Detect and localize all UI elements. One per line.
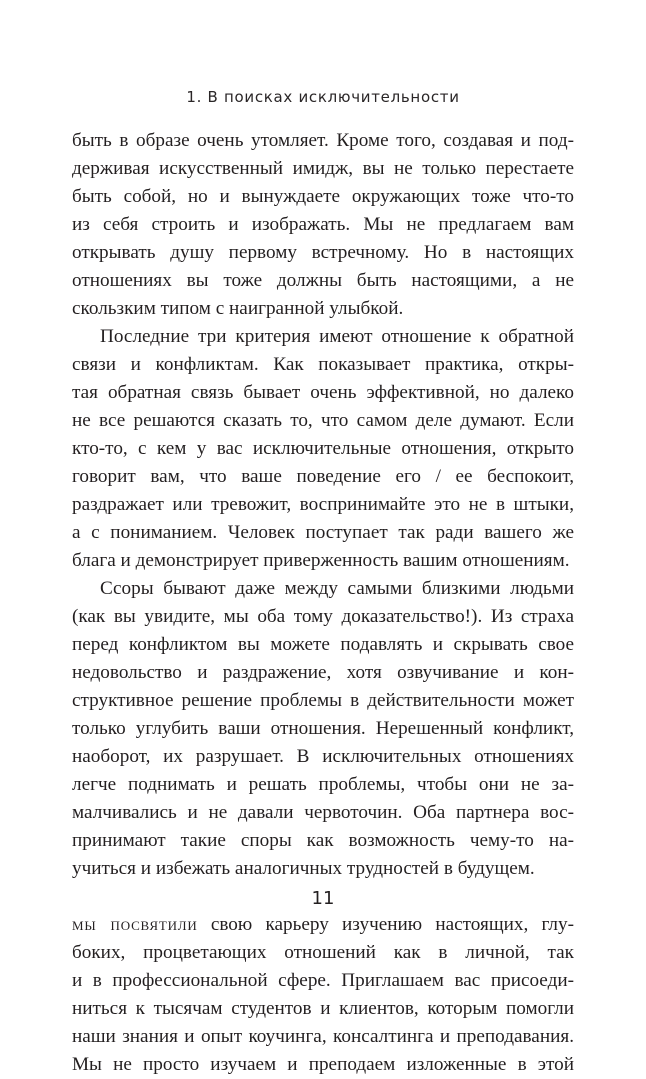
text-line: скользким типом с наигранной улыбкой. (72, 298, 404, 319)
page-number: 11 (311, 888, 335, 909)
text-line: принимают такие споры как возможность чему-то на- (72, 830, 574, 851)
text-line: отношениях вы тоже должны быть настоящими, а не (72, 270, 574, 291)
text-line: быть собой, но и вынуждаете окружающих тоже что-то (72, 186, 574, 207)
text-line: наши знания и опыт коучинга, консалтинга и преподавания. (72, 1026, 574, 1047)
text-line (72, 911, 574, 939)
text-line: учиться и избежать аналогичных трудностей в будущем. (72, 858, 535, 879)
text-line: Ссоры бывают даже между самыми близкими людьми (100, 578, 574, 599)
paragraph-1 (72, 127, 574, 323)
text-line: не все решаются сказать то, что самом деле думают. Если (72, 410, 574, 431)
paragraph-3 (72, 575, 574, 883)
text-line: Мы не просто изучаем и преподаем изложенные в этой (72, 1054, 574, 1075)
text-line: недовольство и раздражение, хотя озвучивание и кон- (72, 662, 574, 683)
text-line: наоборот, их разрушает. В исключительных отношениях (72, 746, 574, 767)
text-line: из себя строить и изображать. Мы не предлагаем вам (72, 214, 574, 235)
text-line: открывать душу первому встречному. Но в настоящих (72, 242, 574, 263)
text-line: держивая искусственный имидж, вы не только перестаете (72, 158, 574, 179)
text-line: а с пониманием. Человек поступает так ради вашего же (72, 522, 574, 543)
text-line: раздражает или тревожит, воспринимайте это не в штыки, (72, 494, 574, 515)
text-line: блага и демонстрирует приверженность вашим отношениям. (72, 550, 570, 571)
text-line: только углубить ваши отношения. Нерешенный конфликт, (72, 718, 574, 739)
text-line: легче поднимать и решать проблемы, чтобы они не за- (72, 774, 574, 795)
text-line: структивное решение проблемы в действительности может (72, 690, 574, 711)
small-caps-lead-in: мы посвятили (72, 914, 198, 935)
text-line: тая обратная связь бывает очень эффективной, но далеко (72, 382, 574, 403)
text-line: Последние три критерия имеют отношение к обратной (100, 326, 574, 347)
text-line: говорит вам, что ваше поведение его / ее беспокоит, (72, 466, 574, 487)
text-line: быть в образе очень утомляет. Кроме того, создавая и под- (72, 130, 574, 151)
text-line: перед конфликтом вы можете подавлять и скрывать свое (72, 634, 574, 655)
body-text (72, 127, 574, 1079)
text-line: (как вы увидите, мы оба тому доказательство!). Из страха (72, 606, 574, 627)
text-line: кто-то, с кем у вас исключительные отношения, открыто (72, 438, 574, 459)
text-line: и в профессиональной сфере. Приглашаем вас присоеди- (72, 970, 574, 991)
text-line: связи и конфликтам. Как показывает практика, откры- (72, 354, 574, 375)
paragraph-2 (72, 323, 574, 575)
text-line: малчивались и не давали червоточин. Оба партнера вос- (72, 802, 574, 823)
text-run: свою карьеру изучению настоящих, глу- (197, 914, 574, 935)
running-header: 1. В поисках исключительности (186, 88, 460, 106)
text-line: ниться к тысячам студентов и клиентов, которым помогли (72, 998, 574, 1019)
text-line: боких, процветающих отношений как в личной, так (72, 942, 574, 963)
paragraph-4 (72, 911, 574, 1079)
